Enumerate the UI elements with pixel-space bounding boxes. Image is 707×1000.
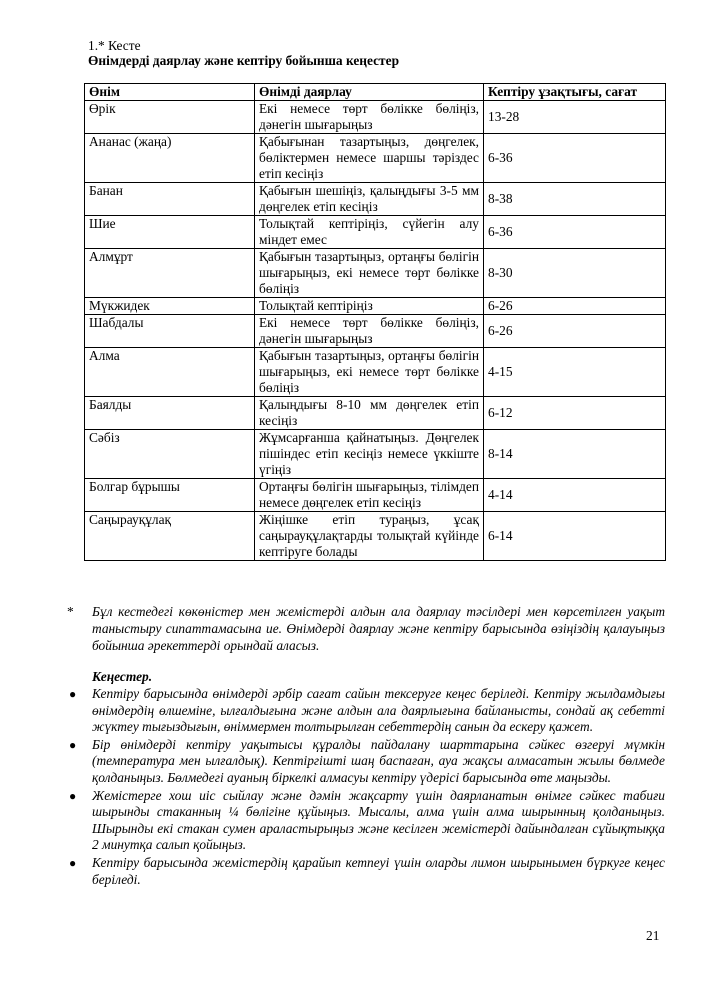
prep-cell: Жұмсарғанша қайнатыңыз. Дөңгелек пішіндес етіп кесіңіз немесе үккіште үгіңіз [255, 430, 484, 479]
prep-cell: Екі немесе төрт бөлікке бөліңіз, дәнегін шығарыңыз [255, 101, 484, 134]
duration-cell: 8-38 [484, 183, 666, 216]
product-cell: Банан [85, 183, 255, 216]
table-footnote [67, 603, 665, 654]
table-header-row [85, 84, 666, 101]
product-cell: Алма [85, 348, 255, 397]
tips-heading: Кеңестер. [92, 669, 153, 684]
product-cell: Баялды [85, 397, 255, 430]
duration-cell: 8-30 [484, 249, 666, 298]
product-cell: Мүкжидек [85, 298, 255, 315]
table-row [85, 512, 666, 561]
duration-cell: 6-36 [484, 134, 666, 183]
prep-cell: Ортаңғы бөлігін шығарыңыз, тілімдеп немесе дөңгелек етіп кесіңіз [255, 479, 484, 512]
product-cell: Өрік [85, 101, 255, 134]
product-cell: Сәбіз [85, 430, 255, 479]
list-item [67, 855, 665, 888]
prep-cell: Қабығын шешіңіз, қалыңдығы 3-5 мм дөңгелек етіп кесіңіз [255, 183, 484, 216]
footnote-marker: * [67, 604, 74, 619]
table-row [85, 298, 666, 315]
tips-list [67, 686, 665, 889]
table-title: Өнімдерді даярлау және кептіру бойынша кеңестер [88, 53, 400, 68]
prep-cell: Қабығынан тазартыңыз, дөңгелек, бөліктермен немесе шаршы тәріздес етіп кесіңіз [255, 134, 484, 183]
tip-text: Бір өнімдерді кептіру уақытысы құралды пайдалану шарттарына сәйкес өзгеруі мүмкін (температура мен ылғалдық). Кептіргішті шаң баспаған, ауа жақсы алмасатын жылы бөлмеде қолданыңыз. Бөлмедегі ауаның біркелкі алмасуы кептіру үдерісі барысында өте маңызды. [92, 736, 665, 785]
footnote-text: Бұл кестедегі көкөністер мен жемістерді алдын ала даярлау тәсілдері мен көрсетілген уақыт таныстыру сипаттамасына ие. Өнімдерді даярлау және кептіру барысында өзіңіздің қалауыңыз бойынша әрекеттерді орындай аласыз. [92, 604, 665, 653]
prep-cell: Қабығын тазартыңыз, ортаңғы бөлігін шығарыңыз, екі немесе төрт бөлікке бөліңіз [255, 249, 484, 298]
table-row [85, 479, 666, 512]
prep-cell: Қабығын тазартыңыз, ортаңғы бөлігін шығарыңыз, екі немесе төрт бөлікке бөліңіз [255, 348, 484, 397]
duration-cell: 4-14 [484, 479, 666, 512]
prep-cell: Жіңішке етіп тураңыз, ұсақ саңырауқұлақтарды толықтай күйінде кептіруге болады [255, 512, 484, 561]
product-cell: Ананас (жаңа) [85, 134, 255, 183]
duration-cell: 6-14 [484, 512, 666, 561]
bullet-icon: ● [69, 687, 77, 701]
table-row [85, 183, 666, 216]
duration-cell: 6-26 [484, 298, 666, 315]
prep-cell: Толықтай кептіріңіз [255, 298, 484, 315]
duration-cell: 6-12 [484, 397, 666, 430]
duration-cell: 6-26 [484, 315, 666, 348]
table-row [85, 315, 666, 348]
list-item [67, 788, 665, 854]
duration-cell: 6-36 [484, 216, 666, 249]
table-row [85, 397, 666, 430]
prep-cell: Екі немесе төрт бөлікке бөліңіз, дәнегін шығарыңыз [255, 315, 484, 348]
tip-text: Жемістерге хош иіс сыйлау және дәмін жақсарту үшін даярланатын өнімге сәйкес табиғи шырынды стаканның ¼ бөлігіне құйыңыз. Мысалы, алма үшін алма шырынның қолданыңыз. Шырынды екі стакан сумен араластырыңыз және кесілген жемістерді дайындалған сұйықтыққа 2 минутқа салып қойыңыз. [92, 787, 665, 853]
product-cell: Саңырауқұлақ [85, 512, 255, 561]
table-row [85, 216, 666, 249]
product-cell: Алмұрт [85, 249, 255, 298]
table-label: 1.* Кесте [88, 38, 141, 53]
table-row [85, 101, 666, 134]
tip-text: Кептіру барысында жемістердің қарайып кетпеуі үшін оларды лимон шырынымен бүркуге кеңес беріледі. [92, 854, 665, 887]
duration-cell: 13-28 [484, 101, 666, 134]
prep-cell: Қалыңдығы 8-10 мм дөңгелек етіп кесіңіз [255, 397, 484, 430]
prep-cell: Толықтай кептіріңіз, сүйегін алу міндет емес [255, 216, 484, 249]
list-item [67, 686, 665, 736]
bullet-icon: ● [69, 737, 77, 752]
table-row [85, 348, 666, 397]
table-row [85, 134, 666, 183]
bullet-icon: ● [69, 788, 77, 803]
product-cell: Шабдалы [85, 315, 255, 348]
drying-table [84, 83, 666, 561]
product-cell: Болгар бұрышы [85, 479, 255, 512]
header-product: Өнім [85, 84, 255, 101]
table-row [85, 430, 666, 479]
table-row [85, 249, 666, 298]
header-duration: Кептіру ұзақтығы, сағат [484, 84, 666, 101]
duration-cell: 8-14 [484, 430, 666, 479]
tip-text: Кептіру барысында өнімдерді әрбір сағат сайын тексеруге кеңес беріледі. Кептіру жылдамдығы өнімдердің өлшеміне, ылғалдығына және алдын ала даярлығына байланысты, сондай ақ себетті жүктеу тығыздығын, өніммермен толтырылған себеттердің санын да ескеру қажет. [92, 686, 665, 735]
duration-cell: 4-15 [484, 348, 666, 397]
page-number: 21 [646, 928, 660, 943]
bullet-icon: ● [69, 855, 77, 870]
product-cell: Шие [85, 216, 255, 249]
list-item [67, 737, 665, 787]
header-preparation: Өнімді даярлау [255, 84, 484, 101]
